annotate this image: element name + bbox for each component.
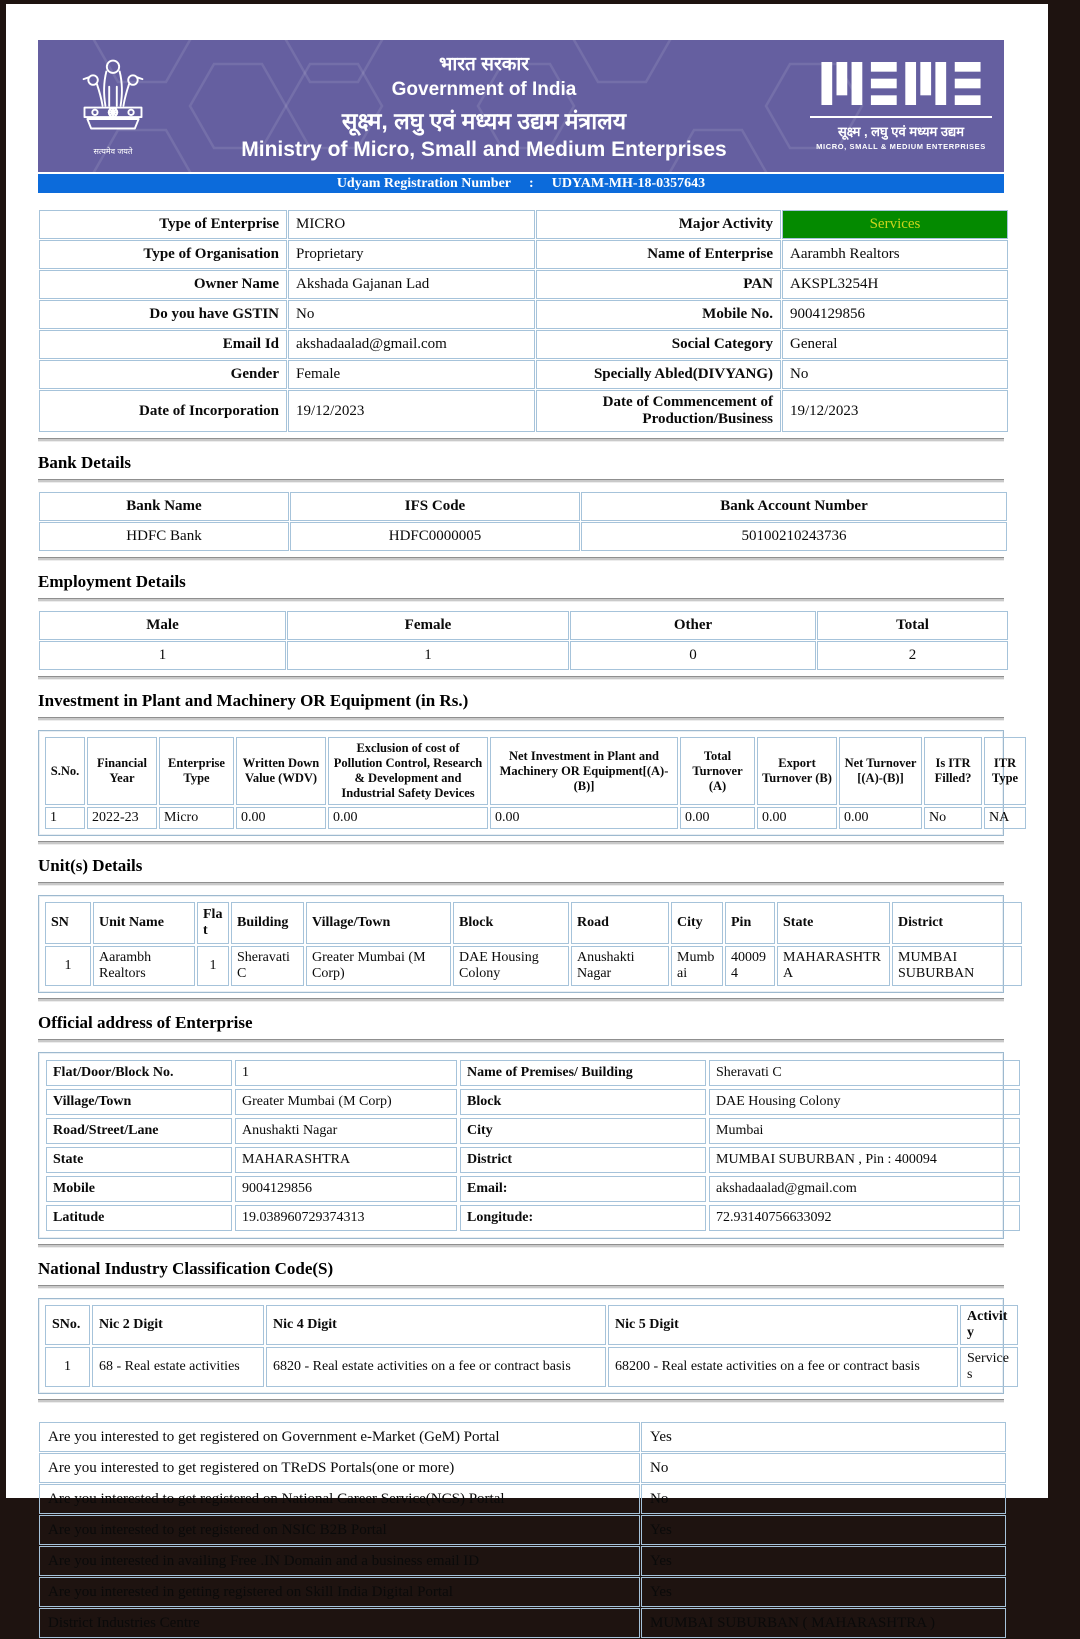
cell: 1: [197, 946, 229, 986]
column-header: Block: [453, 902, 569, 944]
banner-titles: [158, 50, 810, 162]
cell: MAHARASHTRA: [235, 1147, 457, 1173]
cell: Longitude:: [460, 1205, 706, 1231]
field-value: MICRO: [288, 210, 535, 239]
column-header: Pin: [725, 902, 775, 944]
section-title-official-address: Official address of Enterprise: [38, 1013, 253, 1032]
msme-logo: [810, 62, 992, 151]
column-header: Village/Town: [306, 902, 451, 944]
table-row: [39, 1515, 1006, 1545]
field-label: Gender: [39, 360, 287, 389]
section-divider: [38, 598, 1004, 602]
certificate-page: [6, 4, 1048, 1631]
cell: NA: [984, 807, 1026, 829]
urn-value: UDYAM-MH-18-0357643: [551, 175, 706, 191]
cell: Greater Mumbai (M Corp): [306, 946, 451, 986]
india-emblem-icon: [75, 56, 151, 144]
column-header: Female: [287, 611, 569, 640]
cell: Flat/Door/Block No.: [46, 1060, 232, 1086]
india-emblem: [68, 56, 158, 157]
column-header: Nic 4 Digit: [266, 1305, 606, 1345]
section-divider: [38, 1244, 1004, 1248]
cell: HDFC0000005: [290, 522, 580, 551]
table-row: [39, 611, 1008, 640]
cell: Yes: [641, 1577, 1006, 1607]
section-title-investment: Investment in Plant and Machinery OR Equipment (in Rs.): [38, 691, 469, 710]
table-row: [39, 270, 1008, 299]
column-header: Total Turnover (A): [680, 737, 755, 805]
column-header: Unit Name: [93, 902, 195, 944]
ministry-english-title: Ministry of Micro, Small and Medium Enterprises: [241, 138, 727, 161]
cell: Are you interested to get registered on National Career Service(NCS) Portal: [39, 1484, 640, 1514]
employment-details-table: [38, 610, 1009, 671]
section-divider: [38, 676, 1004, 680]
field-label: Do you have GSTIN: [39, 300, 287, 329]
cell: DAE Housing Colony: [709, 1089, 1020, 1115]
field-value: 9004129856: [782, 300, 1008, 329]
column-header: SN: [45, 902, 91, 944]
column-header: IFS Code: [290, 492, 580, 521]
column-header: Other: [570, 611, 816, 640]
investment-table-box: [38, 730, 1019, 836]
table-row: [45, 1347, 1018, 1387]
msme-logo-divider: [810, 116, 992, 118]
field-label: Email Id: [39, 330, 287, 359]
column-header: Exclusion of cost of Pollution Control, Research & Development and Industrial Safety Devices: [328, 737, 488, 805]
cell: 68 - Real estate activities: [92, 1347, 264, 1387]
nic-codes-table: [43, 1303, 1020, 1389]
table-row: [45, 737, 1026, 805]
table-row: [39, 240, 1008, 269]
table-row: [45, 807, 1026, 829]
field-value: Akshada Gajanan Lad: [288, 270, 535, 299]
cell: District: [460, 1147, 706, 1173]
column-header: State: [777, 902, 890, 944]
table-row: [39, 1422, 1006, 1452]
msme-logo-icon: [821, 62, 981, 105]
cell: Anushakti Nagar: [571, 946, 669, 986]
section-divider: [38, 479, 1004, 483]
cell: District Industries Centre: [39, 1608, 640, 1638]
field-label: Type of Organisation: [39, 240, 287, 269]
field-label: Type of Enterprise: [39, 210, 287, 239]
cell: Yes: [641, 1515, 1006, 1545]
column-header: Net Investment in Plant and Machinery OR Equipment[(A)-(B)]: [490, 737, 678, 805]
registration-questions-table: [38, 1421, 1007, 1639]
table-row: [39, 210, 1008, 239]
cell: MAHARASHTRA: [777, 946, 890, 986]
cell: Mumbai: [709, 1118, 1020, 1144]
section-divider: [38, 1399, 1004, 1403]
field-label: Date of Incorporation: [39, 390, 287, 432]
table-row: [46, 1147, 1020, 1173]
field-label: Date of Commencement of Production/Business: [536, 390, 781, 432]
cell: 6820 - Real estate activities on a fee or contract basis: [266, 1347, 606, 1387]
cell: 72.93140756633092: [709, 1205, 1020, 1231]
column-header: Written Down Value (WDV): [236, 737, 326, 805]
cell: State: [46, 1147, 232, 1173]
column-header: ITR Type: [984, 737, 1026, 805]
column-header: Export Turnover (B): [757, 737, 837, 805]
field-value: No: [288, 300, 535, 329]
cell: Aarambh Realtors: [93, 946, 195, 986]
cell: Yes: [641, 1422, 1006, 1452]
column-header: Nic 2 Digit: [92, 1305, 264, 1345]
table-row: [46, 1205, 1020, 1231]
certificate-content: [38, 4, 1019, 1639]
column-header: Building: [231, 902, 304, 944]
field-value: No: [782, 360, 1008, 389]
cell: 1: [45, 807, 85, 829]
government-banner: [38, 40, 1004, 172]
cell: 2022-23: [87, 807, 157, 829]
table-row: [39, 390, 1008, 432]
cell: 19.038960729374313: [235, 1205, 457, 1231]
cell: Email:: [460, 1176, 706, 1202]
section-title-nic-codes: National Industry Classification Code(S): [38, 1259, 334, 1278]
table-row: [39, 300, 1008, 329]
section-divider: [38, 882, 1004, 886]
cell: 9004129856: [235, 1176, 457, 1202]
nic-table-box: [38, 1298, 1009, 1394]
cell: Anushakti Nagar: [235, 1118, 457, 1144]
column-header: Road: [571, 902, 669, 944]
govt-english-title: Government of India: [391, 79, 577, 100]
cell: 0.00: [328, 807, 488, 829]
column-header: Activity: [960, 1305, 1018, 1345]
cell: Sheravati C: [709, 1060, 1020, 1086]
address-table-box: [38, 1052, 1004, 1239]
cell: Sheravati C: [231, 946, 304, 986]
column-header: Flat: [197, 902, 229, 944]
cell: MUMBAI SUBURBAN: [892, 946, 1022, 986]
cell: 2: [817, 641, 1008, 670]
section-divider: [38, 557, 1004, 561]
field-value: General: [782, 330, 1008, 359]
cell: 0.00: [839, 807, 922, 829]
enterprise-profile-table: [38, 209, 1009, 433]
table-row: [45, 1305, 1018, 1345]
cell: MUMBAI SUBURBAN ( MAHARASHTRA ): [641, 1608, 1006, 1638]
table-row: [46, 1060, 1020, 1086]
cell: Are you interested in availing Free .IN Domain and a business email ID: [39, 1546, 640, 1576]
udyam-registration-number-bar: [38, 174, 1004, 193]
urn-label: Udyam Registration Number: [336, 175, 512, 191]
govt-hindi-title: भारत सरकार: [438, 54, 530, 75]
cell: Yes: [641, 1546, 1006, 1576]
cell: Mumbai: [671, 946, 723, 986]
cell: Are you interested to get registered on Government e-Market (GeM) Portal: [39, 1422, 640, 1452]
table-row: [39, 1577, 1006, 1607]
column-header: City: [671, 902, 723, 944]
units-table: [43, 900, 1024, 988]
cell: Block: [460, 1089, 706, 1115]
field-label: Name of Enterprise: [536, 240, 781, 269]
section-divider: [38, 717, 1004, 721]
section-divider: [38, 1285, 1004, 1289]
cell: MUMBAI SUBURBAN , Pin : 400094: [709, 1147, 1020, 1173]
table-row: [45, 946, 1022, 986]
emblem-motto: सत्यमेव जयते: [93, 146, 133, 156]
cell: Are you interested in getting registered on Skill India Digital Portal: [39, 1577, 640, 1607]
table-row: [39, 360, 1008, 389]
cell: Greater Mumbai (M Corp): [235, 1089, 457, 1115]
column-header: Enterprise Type: [159, 737, 234, 805]
section-title-units: Unit(s) Details: [38, 856, 143, 875]
major-activity-badge: Services: [782, 210, 1008, 239]
column-header: S.No.: [45, 737, 85, 805]
column-header: Net Turnover [(A)-(B)]: [839, 737, 922, 805]
table-row: [39, 1546, 1006, 1576]
cell: 0.00: [236, 807, 326, 829]
cell: 0.00: [680, 807, 755, 829]
cell: 400094: [725, 946, 775, 986]
cell: akshadaalad@gmail.com: [709, 1176, 1020, 1202]
table-row: [46, 1176, 1020, 1202]
column-header: Financial Year: [87, 737, 157, 805]
cell: Services: [960, 1347, 1018, 1387]
column-header: District: [892, 902, 1022, 944]
column-header: Nic 5 Digit: [608, 1305, 958, 1345]
section-title-bank-details: Bank Details: [38, 453, 132, 472]
cell: HDFC Bank: [39, 522, 289, 551]
section-title-employment-details: Employment Details: [38, 572, 186, 591]
official-address-table: [43, 1057, 1023, 1234]
cell: No: [641, 1453, 1006, 1483]
column-header: Male: [39, 611, 286, 640]
table-row: [39, 1484, 1006, 1514]
field-label: Mobile No.: [536, 300, 781, 329]
table-row: [39, 1608, 1006, 1638]
table-row: [39, 330, 1008, 359]
cell: 1: [235, 1060, 457, 1086]
ministry-hindi-title: सूक्ष्म, लघु एवं मध्यम उद्यम मंत्रालय: [341, 108, 627, 134]
table-row: [46, 1118, 1020, 1144]
units-table-box: [38, 895, 1004, 993]
cell: 68200 - Real estate activities on a fee or contract basis: [608, 1347, 958, 1387]
field-label: Social Category: [536, 330, 781, 359]
field-value: AKSPL3254H: [782, 270, 1008, 299]
column-header: Bank Account Number: [581, 492, 1007, 521]
field-label: Specially Abled(DIVYANG): [536, 360, 781, 389]
section-divider: [38, 1039, 1004, 1043]
field-value: akshadaalad@gmail.com: [288, 330, 535, 359]
cell: 0.00: [757, 807, 837, 829]
column-header: Total: [817, 611, 1008, 640]
section-divider: [38, 841, 1004, 845]
cell: 1: [287, 641, 569, 670]
cell: City: [460, 1118, 706, 1144]
cell: No: [924, 807, 982, 829]
field-value: Female: [288, 360, 535, 389]
field-value: 19/12/2023: [288, 390, 535, 432]
field-value: 19/12/2023: [782, 390, 1008, 432]
cell: Are you interested to get registered on TReDS Portals(one or more): [39, 1453, 640, 1483]
investment-table: [43, 735, 1028, 831]
field-label: PAN: [536, 270, 781, 299]
field-value: Aarambh Realtors: [782, 240, 1008, 269]
cell: 1: [45, 946, 91, 986]
section-divider: [38, 998, 1004, 1002]
table-row: [39, 522, 1007, 551]
cell: Mobile: [46, 1176, 232, 1202]
field-label: Major Activity: [536, 210, 781, 239]
cell: Micro: [159, 807, 234, 829]
table-row: [39, 1453, 1006, 1483]
column-header: SNo.: [45, 1305, 90, 1345]
field-value: Proprietary: [288, 240, 535, 269]
msme-hindi-tagline: सूक्ष्म , लघु एवं मध्यम उद्यम: [838, 123, 964, 139]
cell: Name of Premises/ Building: [460, 1060, 706, 1086]
cell: 50100210243736: [581, 522, 1007, 551]
cell: 1: [39, 641, 286, 670]
field-label: Owner Name: [39, 270, 287, 299]
table-row: [45, 902, 1022, 944]
cell: 0: [570, 641, 816, 670]
table-row: [39, 492, 1007, 521]
cell: 0.00: [490, 807, 678, 829]
cell: Road/Street/Lane: [46, 1118, 232, 1144]
table-row: [39, 641, 1008, 670]
bank-details-table: [38, 491, 1008, 552]
cell: Are you interested to get registered on NSIC B2B Portal: [39, 1515, 640, 1545]
column-header: Is ITR Filled?: [924, 737, 982, 805]
msme-english-tagline: MICRO, SMALL & MEDIUM ENTERPRISES: [816, 141, 986, 151]
cell: No: [641, 1484, 1006, 1514]
cell: 1: [45, 1347, 90, 1387]
cell: Village/Town: [46, 1089, 232, 1115]
cell: Latitude: [46, 1205, 232, 1231]
table-row: [46, 1089, 1020, 1115]
cell: DAE Housing Colony: [453, 946, 569, 986]
column-header: Bank Name: [39, 492, 289, 521]
urn-separator: :: [529, 175, 534, 191]
section-divider: [38, 438, 1004, 442]
